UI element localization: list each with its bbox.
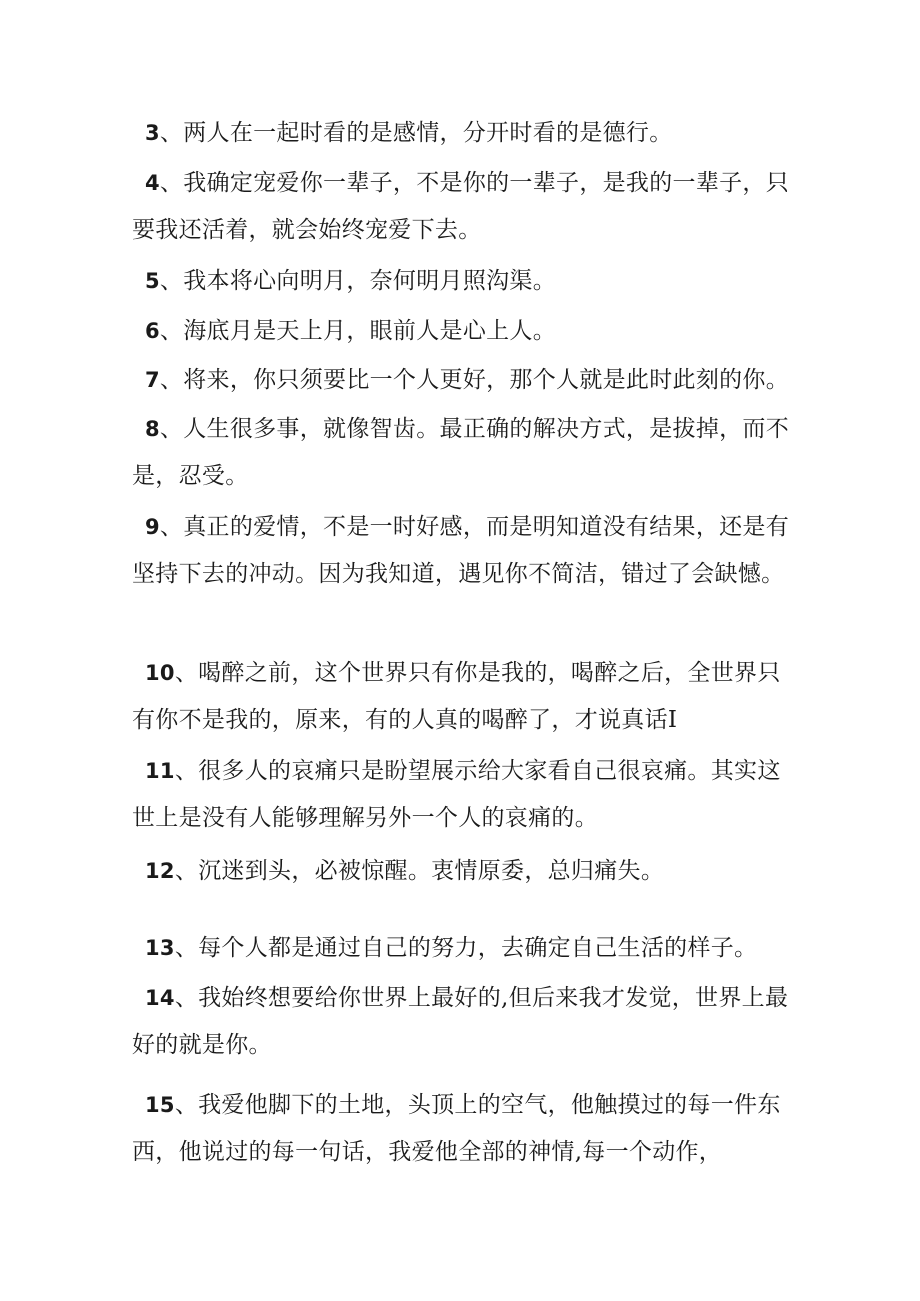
list-item xyxy=(132,925,792,972)
list-item xyxy=(132,848,792,895)
list-item xyxy=(132,406,792,500)
item-number: 5 xyxy=(145,269,160,293)
item-text: 、人生很多事，就像智齿。最正确的解决方式，是拔掉，而不是，忍受。 xyxy=(132,416,790,489)
list-item xyxy=(132,975,792,1069)
item-number: 3 xyxy=(145,121,160,145)
item-number: 11 xyxy=(145,759,175,783)
item-text: 、喝醉之前，这个世界只有你是我的，喝醉之后，全世界只有你不是我的，原来，有的人真的喝醉了，才说真话I xyxy=(132,660,781,733)
item-number: 7 xyxy=(145,368,160,392)
item-number: 13 xyxy=(145,936,175,960)
list-item xyxy=(132,308,792,355)
item-text: 、每个人都是通过自己的努力，去确定自己生活的样子。 xyxy=(174,935,758,961)
item-text: 、沉迷到头，必被惊醒。衷情原委，总归痛失。 xyxy=(174,858,665,884)
list-item xyxy=(132,160,792,254)
list-item xyxy=(132,1082,792,1176)
item-number: 6 xyxy=(145,319,160,343)
item-text: 、真正的爱情，不是一时好感，而是明知道没有结果，还是有坚持下去的冲动。因为我知道，遇见你不简洁，错过了会缺憾。 xyxy=(132,514,790,587)
item-number: 15 xyxy=(145,1093,175,1117)
list-item xyxy=(132,504,792,598)
item-text: 、我本将心向明月，奈何明月照沟渠。 xyxy=(159,268,557,294)
list-item xyxy=(132,110,792,157)
list-item xyxy=(132,258,792,305)
item-number: 8 xyxy=(145,417,160,441)
item-text: 、我爱他脚下的土地，头顶上的空气，他触摸过的每一件东西，他说过的每一句话，我爱他全部的神情,每一个动作， xyxy=(132,1092,781,1165)
list-item xyxy=(132,748,792,842)
item-text: 、将来，你只须要比一个人更好，那个人就是此时此刻的你。 xyxy=(159,367,790,393)
item-number: 4 xyxy=(145,171,160,195)
item-text: 、我确定宠爱你一辈子，不是你的一辈子，是我的一辈子，只要我还活着，就会始终宠爱下去。 xyxy=(132,170,790,243)
item-text: 、两人在一起时看的是感情，分开时看的是德行。 xyxy=(159,120,673,146)
item-number: 9 xyxy=(145,515,160,539)
item-text: 、海底月是天上月，眼前人是心上人。 xyxy=(159,318,557,344)
item-text: 、很多人的哀痛只是盼望展示给大家看自己很哀痛。其实这世上是没有人能够理解另外一个人的哀痛的。 xyxy=(132,758,781,831)
item-number: 10 xyxy=(145,661,175,685)
list-item xyxy=(132,650,792,744)
item-text: 、我始终想要给你世界上最好的,但后来我才发觉，世界上最好的就是你。 xyxy=(132,985,789,1058)
item-number: 14 xyxy=(145,986,175,1010)
list-item xyxy=(132,357,792,404)
item-number: 12 xyxy=(145,859,175,883)
